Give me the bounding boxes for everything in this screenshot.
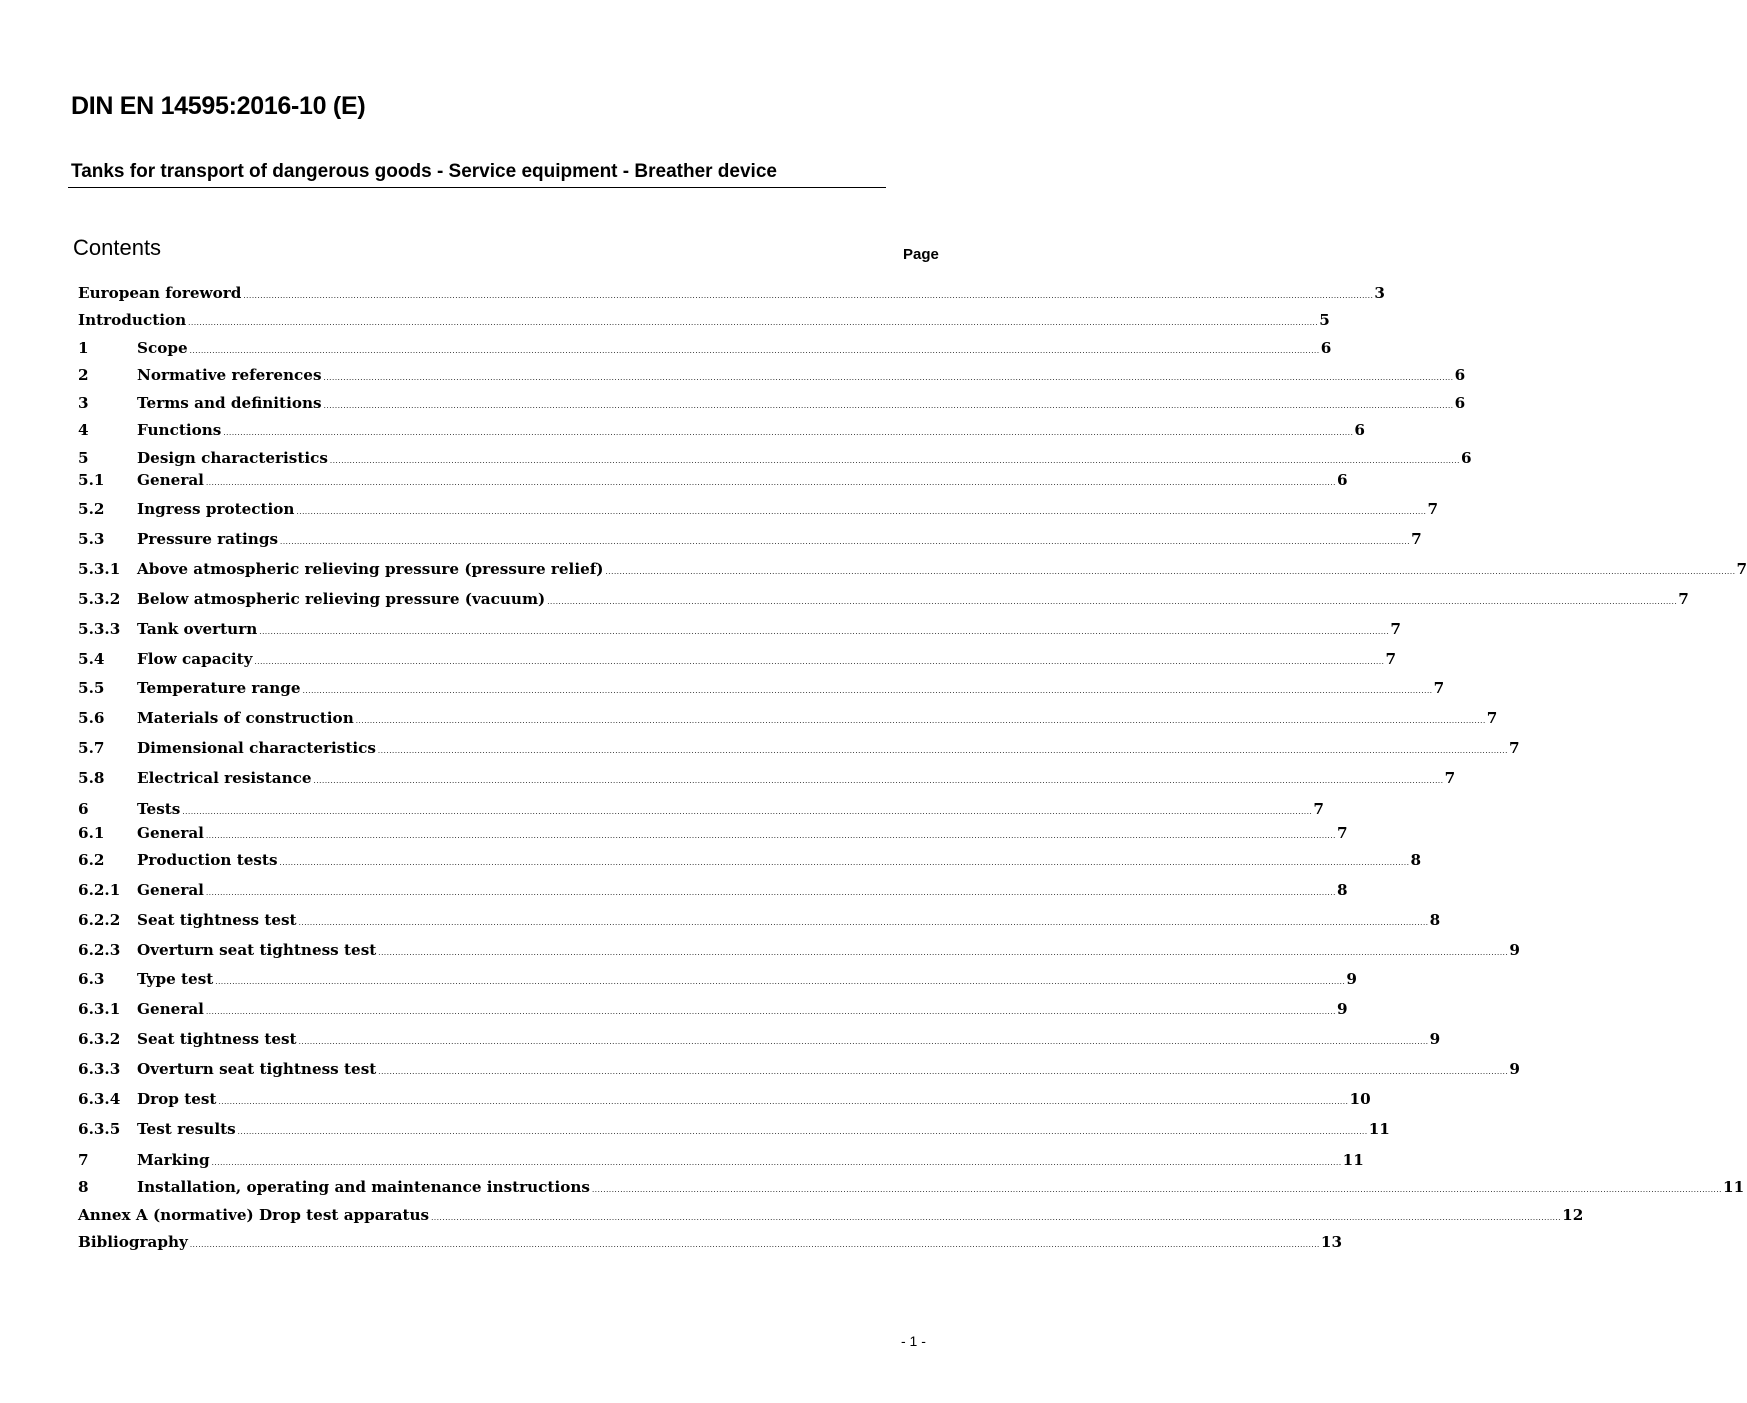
toc-entry[interactable] (78, 851, 1422, 873)
toc-entry-number: 6.3.1 (78, 1000, 121, 1018)
toc-entry-number: 6.1 (78, 824, 105, 842)
toc-entry[interactable] (78, 500, 1439, 522)
toc-entry-title: Introduction (78, 311, 187, 329)
toc-entry-number: 6.3 (78, 970, 105, 988)
toc-dot-leader: ................................................................................................................................................................................................................................................................................................................................................................................................................ (591, 1186, 1722, 1194)
document-title: Tanks for transport of dangerous goods - Service equipment - Breather device (71, 161, 777, 182)
toc-entry-page: 7 (1427, 500, 1439, 518)
toc-entry-title: Functions (137, 421, 222, 439)
toc-entry-page: 8 (1410, 851, 1422, 869)
toc-entry-title: Above atmospheric relieving pressure (pressure relief) (137, 560, 604, 578)
toc-entry-title: Overturn seat tightness test (137, 941, 377, 959)
toc-entry-page: 8 (1337, 881, 1348, 899)
toc-dot-leader: ................................................................................................................................................................................................................................................................................................................................................................................................................ (243, 292, 1374, 300)
toc-entry-number: 6 (78, 800, 89, 818)
toc-entry-number: 1 (78, 339, 89, 357)
toc-dot-leader: ................................................................................................................................................................................................................................................................................................................................................................................................................ (205, 889, 1336, 897)
toc-entry[interactable] (78, 1090, 1371, 1112)
toc-entry-title: Type test (137, 970, 214, 988)
toc-entry-page: 7 (1444, 769, 1456, 787)
toc-entry-page: 7 (1385, 650, 1397, 668)
toc-entry-title: European foreword (78, 284, 242, 302)
toc-entry[interactable] (78, 1206, 1584, 1228)
toc-dot-leader: ................................................................................................................................................................................................................................................................................................................................................................................................................ (302, 687, 1433, 695)
toc-entry-number: 3 (78, 394, 89, 412)
toc-entry-title: Materials of construction (137, 709, 354, 727)
toc-entry-page: 6 (1337, 471, 1348, 489)
toc-dot-leader: ................................................................................................................................................................................................................................................................................................................................................................................................................ (205, 1008, 1336, 1016)
toc-entry-title: Design characteristics (137, 449, 328, 467)
toc-dot-leader: ................................................................................................................................................................................................................................................................................................................................................................................................................ (323, 374, 1454, 382)
toc-entry-page: 12 (1562, 1206, 1584, 1224)
toc-dot-leader: ................................................................................................................................................................................................................................................................................................................................................................................................................ (188, 319, 1319, 327)
toc-entry-title: Scope (137, 339, 188, 357)
toc-entry[interactable] (78, 824, 1348, 846)
toc-entry-number: 6.2 (78, 851, 105, 869)
toc-entry-number: 5.6 (78, 709, 105, 727)
toc-entry-number: 6.3.5 (78, 1120, 121, 1138)
toc-entry-page: 9 (1346, 970, 1357, 988)
toc-dot-leader: ................................................................................................................................................................................................................................................................................................................................................................................................................ (323, 402, 1454, 410)
document-title-block (68, 161, 886, 188)
toc-entry-title: Dimensional characteristics (137, 739, 376, 757)
toc-entry-title: Drop test (137, 1090, 217, 1108)
toc-entry-page: 7 (1486, 709, 1498, 727)
toc-entry[interactable] (78, 679, 1445, 701)
toc-entry-title: General (137, 824, 204, 842)
toc-entry-title: Annex A (normative) Drop test apparatus (78, 1206, 430, 1224)
toc-dot-leader: ................................................................................................................................................................................................................................................................................................................................................................................................................ (218, 1098, 1349, 1106)
toc-entry-number: 5.1 (78, 471, 105, 489)
toc-entry-number: 5.3 (78, 530, 105, 548)
toc-entry-page: 6 (1460, 449, 1472, 467)
toc-entry-number: 5.3.2 (78, 590, 121, 608)
toc-entry[interactable] (78, 530, 1422, 552)
document-id: DIN EN 14595:2016-10 (E) (71, 92, 366, 120)
toc-dot-leader: ................................................................................................................................................................................................................................................................................................................................................................................................................ (298, 919, 1429, 927)
toc-entry-number: 6.2.3 (78, 941, 121, 959)
toc-entry[interactable] (78, 366, 1466, 388)
toc-entry-page: 7 (1678, 590, 1689, 608)
toc-dot-leader: ................................................................................................................................................................................................................................................................................................................................................................................................................ (431, 1214, 1562, 1222)
toc-entry-title: Flow capacity (137, 650, 253, 668)
toc-entry-page: 7 (1736, 560, 1747, 578)
toc-entry[interactable] (78, 620, 1401, 642)
toc-entry[interactable] (78, 421, 1365, 443)
toc-entry[interactable] (78, 1030, 1441, 1052)
toc-entry-title: Tank overturn (137, 620, 258, 638)
toc-entry-number: 6.2.2 (78, 911, 121, 929)
toc-entry-page: 11 (1368, 1120, 1390, 1138)
toc-entry-number: 6.3.3 (78, 1060, 121, 1078)
toc-entry-page: 11 (1723, 1178, 1745, 1196)
toc-entry-title: Test results (137, 1120, 236, 1138)
toc-entry-number: 5.7 (78, 739, 105, 757)
toc-entry-title: Installation, operating and maintenance instructions (137, 1178, 590, 1196)
toc-entry-number: 6.2.1 (78, 881, 121, 899)
toc-entry[interactable] (78, 1000, 1348, 1022)
toc-dot-leader: ................................................................................................................................................................................................................................................................................................................................................................................................................ (355, 717, 1486, 725)
toc-entry-number: 5.8 (78, 769, 105, 787)
toc-entry[interactable] (78, 1060, 1520, 1082)
toc-entry-number: 5.2 (78, 500, 105, 518)
toc-entry-number: 4 (78, 421, 89, 439)
toc-entry-page: 10 (1349, 1090, 1371, 1108)
toc-entry-page: 3 (1374, 284, 1385, 302)
toc-dot-leader: ................................................................................................................................................................................................................................................................................................................................................................................................................ (189, 347, 1320, 355)
toc-entry[interactable] (78, 1151, 1364, 1173)
toc-dot-leader: ................................................................................................................................................................................................................................................................................................................................................................................................................ (329, 457, 1460, 465)
toc-dot-leader: ................................................................................................................................................................................................................................................................................................................................................................................................................ (237, 1128, 1368, 1136)
toc-entry[interactable] (78, 970, 1357, 992)
toc-dot-leader: ................................................................................................................................................................................................................................................................................................................................................................................................................ (547, 598, 1678, 606)
toc-entry[interactable] (78, 449, 1472, 471)
toc-dot-leader: ................................................................................................................................................................................................................................................................................................................................................................................................................ (605, 568, 1736, 576)
toc-dot-leader: ................................................................................................................................................................................................................................................................................................................................................................................................................ (377, 747, 1508, 755)
toc-entry-title: Temperature range (137, 679, 301, 697)
toc-entry-page: 7 (1390, 620, 1401, 638)
toc-dot-leader: ................................................................................................................................................................................................................................................................................................................................................................................................................ (378, 1068, 1509, 1076)
toc-entry-page: 7 (1433, 679, 1445, 697)
toc-entry-page: 9 (1509, 941, 1520, 959)
toc-entry[interactable] (78, 769, 1456, 791)
toc-entry[interactable] (78, 1178, 1745, 1200)
toc-entry-page: 6 (1354, 421, 1365, 439)
toc-entry-number: 5.5 (78, 679, 105, 697)
toc-dot-leader: ................................................................................................................................................................................................................................................................................................................................................................................................................ (313, 777, 1444, 785)
toc-entry[interactable] (78, 881, 1348, 903)
toc-entry[interactable] (78, 709, 1498, 731)
toc-entry[interactable] (78, 650, 1397, 672)
toc-entry-title: Seat tightness test (137, 1030, 297, 1048)
toc-dot-leader: ................................................................................................................................................................................................................................................................................................................................................................................................................ (254, 658, 1385, 666)
toc-entry-number: 6.3.4 (78, 1090, 121, 1108)
toc-entry-title: Marking (137, 1151, 210, 1169)
toc-dot-leader: ................................................................................................................................................................................................................................................................................................................................................................................................................ (279, 859, 1410, 867)
toc-entry[interactable] (78, 941, 1520, 963)
toc-entry[interactable] (78, 800, 1324, 822)
toc-entry-title: Terms and definitions (137, 394, 322, 412)
toc-entry-page: 6 (1320, 339, 1332, 357)
toc-entry-title: Seat tightness test (137, 911, 297, 929)
toc-entry-page: 13 (1320, 1233, 1343, 1251)
toc-entry[interactable] (78, 739, 1520, 761)
toc-entry-page: 9 (1337, 1000, 1348, 1018)
toc-entry-page: 9 (1509, 1060, 1520, 1078)
contents-heading: Contents (73, 235, 162, 260)
toc-entry-title: Pressure ratings (137, 530, 279, 548)
toc-entry[interactable] (78, 1233, 1343, 1255)
toc-entry-page: 6 (1454, 366, 1466, 384)
toc-entry-page: 5 (1319, 311, 1330, 329)
toc-entry-page: 6 (1454, 394, 1466, 412)
toc-entry-title: Electrical resistance (137, 769, 312, 787)
toc-entry[interactable] (78, 394, 1466, 416)
toc-dot-leader: ................................................................................................................................................................................................................................................................................................................................................................................................................ (259, 628, 1390, 636)
toc-dot-leader: ................................................................................................................................................................................................................................................................................................................................................................................................................ (211, 1159, 1342, 1167)
toc-entry-page: 7 (1313, 800, 1324, 818)
toc-entry-page: 7 (1337, 824, 1348, 842)
toc-entry-title: Below atmospheric relieving pressure (vacuum) (137, 590, 546, 608)
toc-entry[interactable] (78, 560, 1747, 582)
toc-entry-number: 8 (78, 1178, 89, 1196)
toc-entry[interactable] (78, 471, 1348, 493)
toc-entry-title: Bibliography (78, 1233, 188, 1251)
toc-entry[interactable] (78, 284, 1385, 306)
toc-entry-page: 7 (1508, 739, 1520, 757)
toc-entry[interactable] (78, 339, 1332, 361)
toc-entry-number: 7 (78, 1151, 89, 1169)
toc-entry[interactable] (78, 590, 1689, 612)
toc-dot-leader: ................................................................................................................................................................................................................................................................................................................................................................................................................ (182, 808, 1313, 816)
toc-entry-number: 5 (78, 449, 89, 467)
toc-dot-leader: ................................................................................................................................................................................................................................................................................................................................................................................................................ (215, 978, 1346, 986)
toc-entry-number: 5.4 (78, 650, 105, 668)
toc-dot-leader: ................................................................................................................................................................................................................................................................................................................................................................................................................ (296, 508, 1427, 516)
toc-dot-leader: ................................................................................................................................................................................................................................................................................................................................................................................................................ (205, 479, 1336, 487)
toc-dot-leader: ................................................................................................................................................................................................................................................................................................................................................................................................................ (223, 429, 1354, 437)
toc-entry-page: 7 (1411, 530, 1422, 548)
toc-entry-number: 5.3.1 (78, 560, 121, 578)
toc-entry-number: 2 (78, 366, 89, 384)
toc-entry[interactable] (78, 911, 1441, 933)
toc-entry-title: Tests (137, 800, 181, 818)
toc-entry-title: General (137, 881, 204, 899)
toc-entry-page: 9 (1429, 1030, 1441, 1048)
toc-dot-leader: ................................................................................................................................................................................................................................................................................................................................................................................................................ (378, 949, 1509, 957)
toc-entry[interactable] (78, 1120, 1390, 1142)
toc-entry[interactable] (78, 311, 1330, 333)
toc-entry-title: Ingress protection (137, 500, 295, 518)
toc-entry-title: Overturn seat tightness test (137, 1060, 377, 1078)
page-column-label: Page (903, 246, 939, 263)
toc-entry-page: 8 (1429, 911, 1441, 929)
toc-entry-title: General (137, 471, 204, 489)
toc-entry-number: 6.3.2 (78, 1030, 121, 1048)
toc-entry-number: 5.3.3 (78, 620, 121, 638)
toc-dot-leader: ................................................................................................................................................................................................................................................................................................................................................................................................................ (189, 1241, 1320, 1249)
toc-dot-leader: ................................................................................................................................................................................................................................................................................................................................................................................................................ (280, 538, 1411, 546)
toc-entry-title: Production tests (137, 851, 278, 869)
page-number-footer: - 1 - (901, 1333, 926, 1349)
toc-entry-title: Normative references (137, 366, 322, 384)
toc-dot-leader: ................................................................................................................................................................................................................................................................................................................................................................................................................ (205, 832, 1336, 840)
toc-dot-leader: ................................................................................................................................................................................................................................................................................................................................................................................................................ (298, 1038, 1429, 1046)
toc-entry-page: 11 (1342, 1151, 1364, 1169)
toc-entry-title: General (137, 1000, 204, 1018)
